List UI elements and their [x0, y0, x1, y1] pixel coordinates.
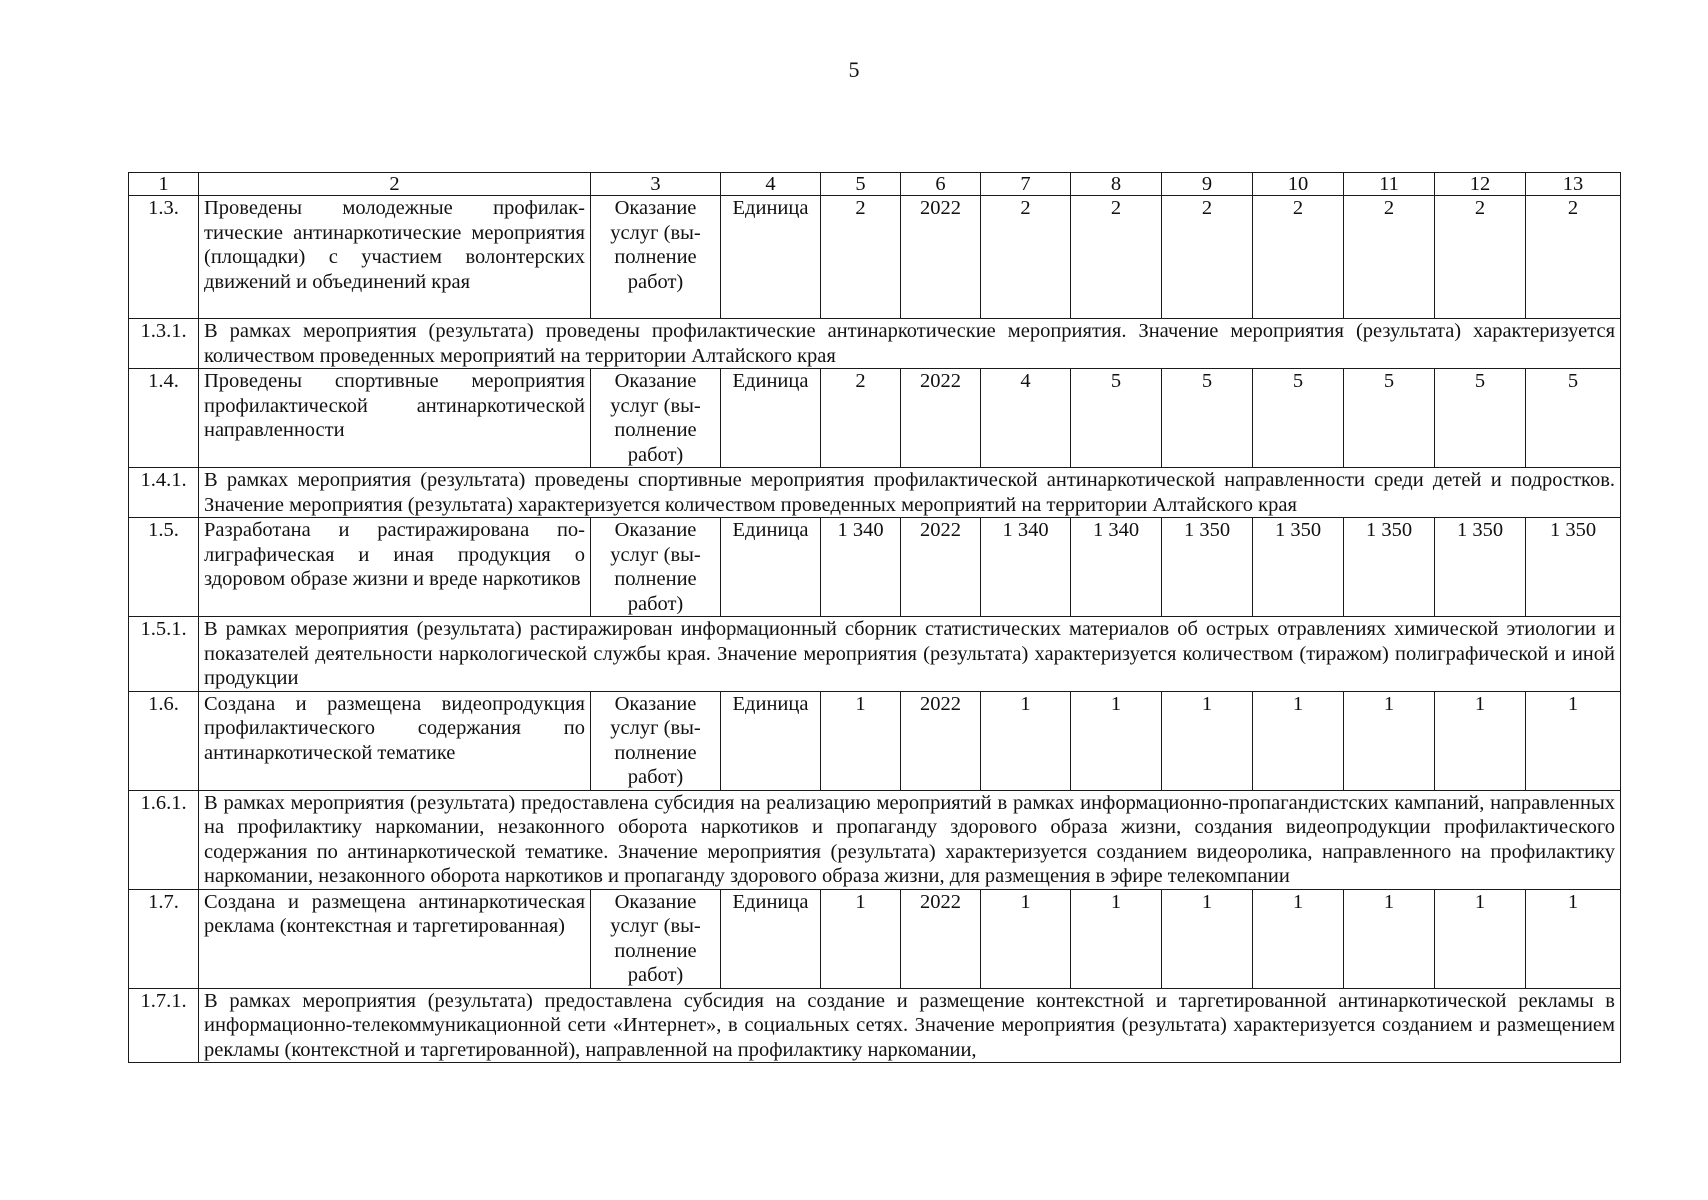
measure-name: Разработана и растиражирована полиграфическая и иная продукция о здоровом образе жизни и вреде наркотиков [199, 518, 591, 617]
value-cell: 1 [1435, 889, 1526, 988]
value-cell: 1 350 [1162, 518, 1253, 617]
description-row [129, 617, 1621, 692]
measure-name: Проведены спортивные мероприятия профилактической антинаркотической направленности [199, 369, 591, 468]
column-header: 10 [1253, 173, 1344, 196]
measure-name: Создана и размещена видеопродукция профилактического содержания по антинаркотической тематике [199, 691, 591, 790]
value-cell: 1 [821, 691, 901, 790]
table-row [129, 518, 1621, 617]
column-header: 9 [1162, 173, 1253, 196]
value-cell: 1 340 [821, 518, 901, 617]
value-cell: 5 [1162, 369, 1253, 468]
value-cell: 1 [821, 889, 901, 988]
measure-description: В рамках мероприятия (результата) проведены профилактические антинаркотические мероприятия. Значение мероприятия (результата) характеризуется количеством проведенных мероприятий на территории Алтайского края [199, 319, 1621, 369]
column-number-header-row [129, 173, 1621, 196]
column-header: 6 [901, 173, 981, 196]
row-index: 1.5. [129, 518, 199, 617]
value-cell: 1 [1526, 889, 1621, 988]
row-index: 1.4. [129, 369, 199, 468]
description-row [129, 468, 1621, 518]
row-index: 1.5.1. [129, 617, 199, 692]
value-cell: 2 [821, 196, 901, 319]
value-cell: 5 [1071, 369, 1162, 468]
value-cell: 2022 [901, 691, 981, 790]
row-index: 1.4.1. [129, 468, 199, 518]
measure-unit: Единица [721, 369, 821, 468]
measure-name: Проведены молодежные профилактические антинаркотические мероприятия (площадки) с участием волонтерских движений и объединений края [199, 196, 591, 319]
column-header: 13 [1526, 173, 1621, 196]
value-cell: 2022 [901, 369, 981, 468]
value-cell: 1 340 [1071, 518, 1162, 617]
row-index: 1.6.1. [129, 790, 199, 889]
value-cell: 1 [1344, 691, 1435, 790]
table-row [129, 889, 1621, 988]
value-cell: 1 [1162, 889, 1253, 988]
value-cell: 4 [981, 369, 1071, 468]
value-cell: 5 [1253, 369, 1344, 468]
measure-unit: Единица [721, 518, 821, 617]
value-cell: 2022 [901, 196, 981, 319]
description-row [129, 988, 1621, 1063]
measure-description: В рамках мероприятия (результата) проведены спортивные мероприятия профилактической антинаркотической направленности среди детей и подростков. Значение мероприятия (результата) характеризуется количеством проведенных мероприятий на территории Алтайского края [199, 468, 1621, 518]
measure-name: Создана и размещена антинаркотическая реклама (контекстная и таргетированная) [199, 889, 591, 988]
measure-description: В рамках мероприятия (результата) предоставлена субсидия на создание и размещение контекстной и таргетированной антинаркотической рекламы в информационно-телекоммуникационной сети «Интернет», в социальных сетях. Значение мероприятия (результата) характеризуется созданием и размещением рекламы (контекстной и таргетированной), направленной на профилактику наркомании, [199, 988, 1621, 1063]
value-cell: 1 [981, 889, 1071, 988]
value-cell: 1 [1071, 889, 1162, 988]
table-row [129, 691, 1621, 790]
value-cell: 1 350 [1435, 518, 1526, 617]
row-index: 1.7. [129, 889, 199, 988]
value-cell: 1 [1344, 889, 1435, 988]
value-cell: 5 [1526, 369, 1621, 468]
measure-description: В рамках мероприятия (результата) предоставлена субсидия на реализацию мероприятий в рамках информационно-пропагандистских кампаний, направленных на профилактику наркомании, незаконного оборота наркотиков и пропаганду здорового образа жизни, создания видеопродукции профилактического содержания по антинаркотической тематике. Значение мероприятия (результата) характеризуется созданием видеоролика, направленного на профилактику наркомании, незаконного оборота наркотиков и пропаганду здорового образа жизни, для размещения в эфире телекомпании [199, 790, 1621, 889]
value-cell: 1 [1253, 889, 1344, 988]
column-header: 7 [981, 173, 1071, 196]
description-row [129, 319, 1621, 369]
value-cell: 2022 [901, 889, 981, 988]
row-index: 1.3. [129, 196, 199, 319]
value-cell: 2022 [901, 518, 981, 617]
column-header: 12 [1435, 173, 1526, 196]
value-cell: 5 [1435, 369, 1526, 468]
value-cell: 2 [1435, 196, 1526, 319]
value-cell: 1 [1071, 691, 1162, 790]
column-header: 3 [591, 173, 721, 196]
column-header: 5 [821, 173, 901, 196]
value-cell: 2 [1162, 196, 1253, 319]
value-cell: 1 350 [1253, 518, 1344, 617]
value-cell: 2 [1071, 196, 1162, 319]
measure-unit: Единица [721, 889, 821, 988]
indicators-table [128, 172, 1621, 1063]
table-row [129, 196, 1621, 319]
value-cell: 2 [1253, 196, 1344, 319]
value-cell: 1 [1435, 691, 1526, 790]
value-cell: 1 [1162, 691, 1253, 790]
row-index: 1.3.1. [129, 319, 199, 369]
value-cell: 1 [981, 691, 1071, 790]
column-header: 11 [1344, 173, 1435, 196]
column-header: 1 [129, 173, 199, 196]
row-index: 1.7.1. [129, 988, 199, 1063]
measure-unit: Единица [721, 196, 821, 319]
measure-description: В рамках мероприятия (результата) растиражирован информационный сборник статистических материалов об острых отравлениях химической этиологии и показателей деятельности наркологической службы края. Значение мероприятия (результата) характеризуется количеством (тиражом) полиграфической и иной продукции [199, 617, 1621, 692]
measure-type: Оказание услуг (выполнение работ) [591, 889, 721, 988]
value-cell: 1 350 [1344, 518, 1435, 617]
value-cell: 1 [1526, 691, 1621, 790]
row-index: 1.6. [129, 691, 199, 790]
value-cell: 1 340 [981, 518, 1071, 617]
value-cell: 2 [1526, 196, 1621, 319]
value-cell: 5 [1344, 369, 1435, 468]
measure-type: Оказание услуг (выполнение работ) [591, 691, 721, 790]
measure-type: Оказание услуг (выполнение работ) [591, 369, 721, 468]
value-cell: 2 [821, 369, 901, 468]
table-row [129, 369, 1621, 468]
measure-type: Оказание услуг (выполнение работ) [591, 518, 721, 617]
measure-unit: Единица [721, 691, 821, 790]
column-header: 2 [199, 173, 591, 196]
measure-type: Оказание услуг (выполнение работ) [591, 196, 721, 319]
value-cell: 2 [1344, 196, 1435, 319]
column-header: 4 [721, 173, 821, 196]
column-header: 8 [1071, 173, 1162, 196]
value-cell: 2 [981, 196, 1071, 319]
description-row [129, 790, 1621, 889]
page-number: 5 [848, 57, 860, 82]
value-cell: 1 350 [1526, 518, 1621, 617]
value-cell: 1 [1253, 691, 1344, 790]
